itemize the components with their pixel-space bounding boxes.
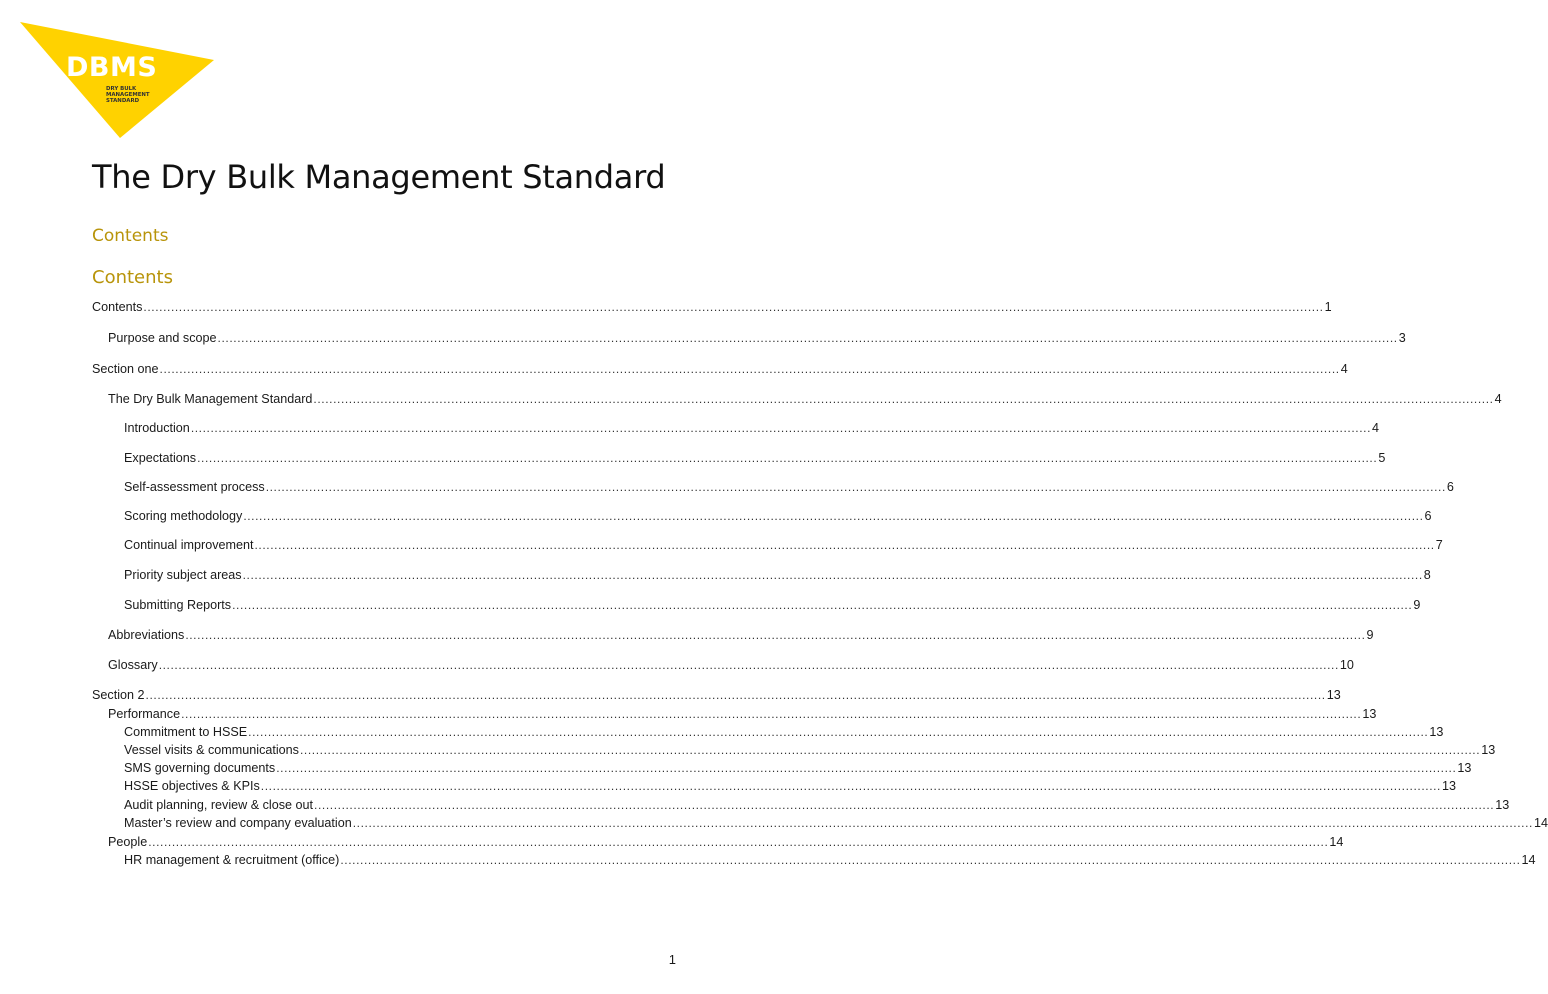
toc-entry-page: 14 bbox=[1533, 816, 1548, 830]
toc-entry-page: 5 bbox=[1378, 451, 1386, 465]
toc-entry[interactable] bbox=[92, 687, 1341, 703]
toc-entry[interactable] bbox=[92, 299, 1332, 315]
toc-entry[interactable] bbox=[124, 537, 1443, 553]
toc-entry[interactable] bbox=[124, 508, 1432, 524]
toc-entry-page: 13 bbox=[1457, 761, 1472, 775]
toc-leader-dots: ............................................................................................................................................................................................................................................................................................................ bbox=[158, 658, 1339, 672]
toc-entry-page: 7 bbox=[1435, 538, 1443, 552]
toc-leader-dots: ............................................................................................................................................................................................................................................................................................................ bbox=[242, 568, 1423, 582]
toc-leader-dots: ............................................................................................................................................................................................................................................................................................................ bbox=[352, 816, 1533, 830]
toc-entry-title: Priority subject areas bbox=[124, 568, 242, 582]
toc-entry[interactable] bbox=[124, 815, 1548, 831]
toc-leader-dots: ............................................................................................................................................................................................................................................................................................................ bbox=[313, 392, 1494, 406]
toc-leader-dots: ............................................................................................................................................................................................................................................................................................................ bbox=[190, 421, 1372, 435]
toc-entry-page: 13 bbox=[1429, 725, 1444, 739]
toc-entry-page: 3 bbox=[1398, 331, 1406, 345]
toc-entry-page: 13 bbox=[1481, 743, 1496, 757]
toc-leader-dots: ............................................................................................................................................................................................................................................................................................................ bbox=[276, 761, 1457, 775]
toc-entry-title: The Dry Bulk Management Standard bbox=[108, 392, 313, 406]
toc-entry-title: Continual improvement bbox=[124, 538, 254, 552]
toc-entry[interactable] bbox=[108, 706, 1377, 722]
toc-leader-dots: ............................................................................................................................................................................................................................................................................................................ bbox=[260, 779, 1441, 793]
logo-tagline-3: STANDARD bbox=[106, 98, 140, 104]
toc-leader-dots: ............................................................................................................................................................................................................................................................................................................ bbox=[232, 598, 1413, 612]
toc-leader-dots: ............................................................................................................................................................................................................................................................................................................ bbox=[243, 509, 1424, 523]
toc-entry-title: Commitment to HSSE bbox=[124, 725, 248, 739]
toc-leader-dots: ............................................................................................................................................................................................................................................................................................................ bbox=[217, 331, 1398, 345]
toc-leader-dots: ............................................................................................................................................................................................................................................................................................................ bbox=[299, 743, 1481, 757]
contents-subheading: Contents bbox=[92, 267, 173, 288]
toc-entry[interactable] bbox=[108, 657, 1354, 673]
toc-entry-title: Submitting Reports bbox=[124, 598, 232, 612]
toc-leader-dots: ............................................................................................................................................................................................................................................................................................................ bbox=[148, 835, 1329, 849]
toc-entry-page: 6 bbox=[1424, 509, 1432, 523]
page-number: 1 bbox=[668, 952, 676, 967]
toc-entry[interactable] bbox=[124, 852, 1536, 868]
toc-entry-page: 4 bbox=[1494, 392, 1502, 406]
toc-entry-page: 8 bbox=[1423, 568, 1431, 582]
toc-entry-title: Audit planning, review & close out bbox=[124, 798, 314, 812]
toc-entry-page: 6 bbox=[1446, 480, 1454, 494]
toc-entry[interactable] bbox=[108, 330, 1406, 346]
toc-entry-page: 13 bbox=[1362, 707, 1377, 721]
toc-leader-dots: ............................................................................................................................................................................................................................................................................................................ bbox=[254, 538, 1435, 552]
toc-leader-dots: ............................................................................................................................................................................................................................................................................................................ bbox=[145, 688, 1326, 702]
toc-entry[interactable] bbox=[124, 724, 1444, 740]
toc-entry[interactable] bbox=[124, 597, 1421, 613]
toc-entry-page: 13 bbox=[1442, 779, 1457, 793]
toc-entry-title: People bbox=[108, 835, 148, 849]
toc-entry[interactable] bbox=[124, 450, 1386, 466]
toc-entry-page: 9 bbox=[1366, 628, 1374, 642]
toc-leader-dots: ............................................................................................................................................................................................................................................................................................................ bbox=[159, 362, 1340, 376]
document-title: The Dry Bulk Management Standard bbox=[92, 158, 666, 196]
toc-entry-title: Section 2 bbox=[92, 688, 145, 702]
toc-leader-dots: ............................................................................................................................................................................................................................................................................................................ bbox=[197, 451, 1378, 465]
toc-entry-page: 4 bbox=[1340, 362, 1348, 376]
toc-entry-page: 10 bbox=[1339, 658, 1354, 672]
toc-entry-title: Purpose and scope bbox=[108, 331, 217, 345]
toc-leader-dots: ............................................................................................................................................................................................................................................................................................................ bbox=[181, 707, 1362, 721]
toc-entry[interactable] bbox=[124, 420, 1380, 436]
toc-entry-title: Contents bbox=[92, 300, 143, 314]
toc-entry[interactable] bbox=[124, 797, 1510, 813]
toc-leader-dots: ............................................................................................................................................................................................................................................................................................................ bbox=[265, 480, 1446, 494]
logo-tagline-2: MANAGEMENT bbox=[106, 92, 150, 98]
toc-entry-page: 4 bbox=[1372, 421, 1380, 435]
toc-entry-page: 9 bbox=[1413, 598, 1421, 612]
toc-entry[interactable] bbox=[92, 361, 1348, 377]
toc-entry[interactable] bbox=[124, 567, 1431, 583]
toc-entry-title: Vessel visits & communications bbox=[124, 743, 299, 757]
logo-tagline-1: DRY BULK bbox=[106, 86, 137, 92]
toc-entry[interactable] bbox=[108, 834, 1344, 850]
toc-entry[interactable] bbox=[108, 627, 1374, 643]
toc-entry-page: 13 bbox=[1495, 798, 1510, 812]
toc-entry[interactable] bbox=[124, 479, 1454, 495]
toc-leader-dots: ............................................................................................................................................................................................................................................................................................................ bbox=[248, 725, 1429, 739]
toc-entry[interactable] bbox=[108, 391, 1502, 407]
toc-entry-title: Expectations bbox=[124, 451, 197, 465]
toc-entry-title: Master’s review and company evaluation bbox=[124, 816, 352, 830]
toc-entry[interactable] bbox=[124, 760, 1472, 776]
toc-entry-page: 13 bbox=[1326, 688, 1341, 702]
logo-wordmark: DBMS bbox=[66, 52, 158, 83]
toc-leader-dots: ............................................................................................................................................................................................................................................................................................................ bbox=[340, 853, 1521, 867]
toc-entry-title: Section one bbox=[92, 362, 159, 376]
contents-heading: Contents bbox=[92, 226, 169, 246]
toc-entry[interactable] bbox=[124, 742, 1496, 758]
toc-entry-page: 14 bbox=[1329, 835, 1344, 849]
toc-entry-title: HR management & recruitment (office) bbox=[124, 853, 340, 867]
toc-entry-title: Self-assessment process bbox=[124, 480, 265, 494]
toc-entry[interactable] bbox=[124, 778, 1457, 794]
toc-leader-dots: ............................................................................................................................................................................................................................................................................................................ bbox=[185, 628, 1366, 642]
toc-entry-title: Abbreviations bbox=[108, 628, 185, 642]
toc-entry-title: SMS governing documents bbox=[124, 761, 276, 775]
table-of-contents bbox=[92, 0, 1548, 994]
toc-entry-page: 1 bbox=[1324, 300, 1332, 314]
toc-leader-dots: ............................................................................................................................................................................................................................................................................................................ bbox=[143, 300, 1324, 314]
toc-entry-title: HSSE objectives & KPIs bbox=[124, 779, 260, 793]
toc-leader-dots: ............................................................................................................................................................................................................................................................................................................ bbox=[314, 798, 1495, 812]
toc-entry-title: Performance bbox=[108, 707, 181, 721]
toc-entry-title: Glossary bbox=[108, 658, 158, 672]
toc-entry-title: Introduction bbox=[124, 421, 190, 435]
toc-entry-title: Scoring methodology bbox=[124, 509, 243, 523]
toc-entry-page: 14 bbox=[1521, 853, 1536, 867]
